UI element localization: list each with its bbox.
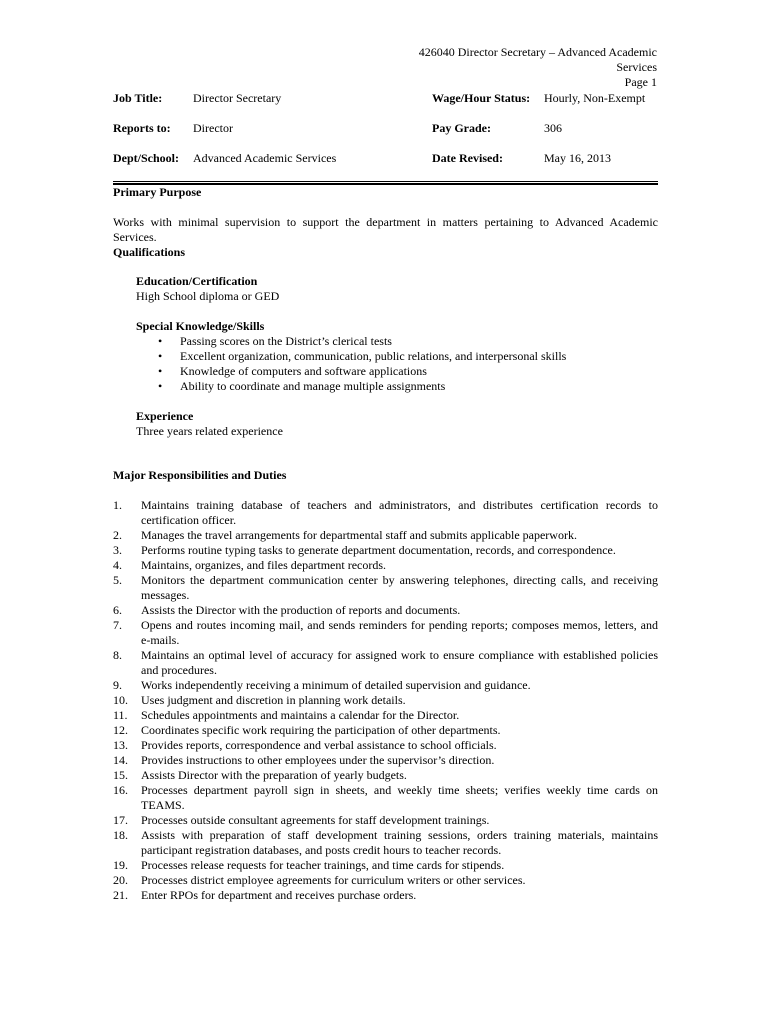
duty-number: 12. bbox=[113, 723, 128, 737]
page-number: Page 1 bbox=[624, 75, 657, 89]
wage-status-value: Hourly, Non-Exempt bbox=[544, 91, 646, 105]
duty-text: Maintains training database of teachers and administrators, and distributes certification records to certification officer. bbox=[141, 498, 658, 527]
list-item bbox=[113, 558, 658, 573]
skill-text: Excellent organization, communication, public relations, and interpersonal skills bbox=[180, 349, 567, 363]
duty-text: Uses judgment and discretion in planning work details. bbox=[141, 693, 406, 707]
primary-purpose-heading: Primary Purpose bbox=[113, 185, 202, 199]
duty-number: 1. bbox=[113, 498, 122, 512]
duty-number: 2. bbox=[113, 528, 122, 542]
bullet-icon: • bbox=[158, 364, 163, 378]
list-item bbox=[113, 768, 658, 783]
header-title: 426040 Director Secretary – Advanced Academic bbox=[418, 45, 657, 59]
list-item bbox=[113, 573, 658, 603]
bullet-icon: • bbox=[158, 379, 163, 393]
list-item bbox=[113, 543, 658, 558]
duty-number: 5. bbox=[113, 573, 122, 587]
duty-number: 3. bbox=[113, 543, 122, 557]
duty-text: Enter RPOs for department and receives purchase orders. bbox=[141, 888, 417, 902]
duty-text: Monitors the department communication center by answering telephones, directing calls, and receiving messages. bbox=[141, 573, 658, 602]
pay-grade-label: Pay Grade: bbox=[432, 121, 491, 135]
duty-number: 6. bbox=[113, 603, 122, 617]
job-title-label: Job Title: bbox=[113, 91, 163, 105]
list-item bbox=[158, 334, 658, 349]
duty-text: Works independently receiving a minimum of detailed supervision and guidance. bbox=[141, 678, 531, 692]
list-item bbox=[113, 618, 658, 648]
list-item bbox=[113, 723, 658, 738]
list-item bbox=[113, 738, 658, 753]
duty-number: 15. bbox=[113, 768, 128, 782]
list-item bbox=[113, 873, 658, 888]
skill-text: Knowledge of computers and software applications bbox=[180, 364, 427, 378]
duty-number: 19. bbox=[113, 858, 128, 872]
list-item bbox=[113, 648, 658, 678]
duty-number: 20. bbox=[113, 873, 128, 887]
list-item bbox=[113, 753, 658, 768]
page-header bbox=[357, 45, 657, 90]
duty-number: 13. bbox=[113, 738, 128, 752]
duty-text: Maintains an optimal level of accuracy for assigned work to ensure compliance with established policies and procedures. bbox=[141, 648, 658, 677]
duty-number: 8. bbox=[113, 648, 122, 662]
skills-section bbox=[113, 319, 658, 394]
date-revised-value: May 16, 2013 bbox=[544, 151, 611, 165]
duty-number: 17. bbox=[113, 813, 128, 827]
skills-heading: Special Knowledge/Skills bbox=[136, 319, 265, 333]
duty-text: Processes release requests for teacher trainings, and time cards for stipends. bbox=[141, 858, 505, 872]
duty-number: 9. bbox=[113, 678, 122, 692]
header-title-cont: Services bbox=[616, 60, 657, 74]
duty-text: Assists the Director with the production of reports and documents. bbox=[141, 603, 461, 617]
duty-text: Performs routine typing tasks to generate department documentation, records, and correspondence. bbox=[141, 543, 616, 557]
wage-status-label: Wage/Hour Status: bbox=[432, 91, 531, 105]
duty-number: 18. bbox=[113, 828, 128, 842]
list-item bbox=[113, 678, 658, 693]
list-item bbox=[113, 603, 658, 618]
bullet-icon: • bbox=[158, 334, 163, 348]
list-item bbox=[113, 813, 658, 828]
list-item bbox=[158, 349, 658, 364]
experience-heading: Experience bbox=[136, 409, 194, 423]
reports-to-value: Director bbox=[193, 121, 233, 135]
experience-text: Three years related experience bbox=[136, 424, 283, 438]
duty-number: 14. bbox=[113, 753, 128, 767]
duty-number: 16. bbox=[113, 783, 128, 797]
duty-number: 4. bbox=[113, 558, 122, 572]
list-item bbox=[158, 379, 658, 394]
duties-list bbox=[113, 498, 658, 903]
list-item bbox=[113, 708, 658, 723]
list-item bbox=[113, 888, 658, 903]
document-body bbox=[113, 184, 658, 903]
qualifications-heading: Qualifications bbox=[113, 245, 186, 259]
duty-number: 11. bbox=[113, 708, 128, 722]
duty-text: Provides instructions to other employees under the supervisor’s direction. bbox=[141, 753, 495, 767]
list-item bbox=[113, 693, 658, 708]
duty-text: Processes department payroll sign in sheets, and weekly time sheets; verifies weekly time cards on TEAMS. bbox=[141, 783, 658, 812]
pay-grade-value: 306 bbox=[544, 121, 562, 135]
duty-text: Opens and routes incoming mail, and sends reminders for pending reports; composes memos, letters, and e-mails. bbox=[141, 618, 658, 647]
list-item bbox=[113, 528, 658, 543]
dept-school-label: Dept/School: bbox=[113, 151, 179, 165]
list-item bbox=[158, 364, 658, 379]
duty-text: Maintains, organizes, and files department records. bbox=[141, 558, 387, 572]
duty-text: Processes district employee agreements for curriculum writers or other services. bbox=[141, 873, 526, 887]
duty-text: Processes outside consultant agreements for staff development trainings. bbox=[141, 813, 490, 827]
list-item bbox=[113, 858, 658, 873]
duty-text: Coordinates specific work requiring the participation of other departments. bbox=[141, 723, 501, 737]
job-title-value: Director Secretary bbox=[193, 91, 282, 105]
skill-text: Passing scores on the District’s clerical tests bbox=[180, 334, 392, 348]
list-item bbox=[113, 498, 658, 528]
duty-text: Provides reports, correspondence and verbal assistance to school officials. bbox=[141, 738, 497, 752]
duty-text: Schedules appointments and maintains a calendar for the Director. bbox=[141, 708, 460, 722]
duty-number: 21. bbox=[113, 888, 128, 902]
duty-text: Assists Director with the preparation of yearly budgets. bbox=[141, 768, 407, 782]
bullet-icon: • bbox=[158, 349, 163, 363]
duty-text: Assists with preparation of staff development training sessions, orders training materials, maintains participant registration databases, and posts credit hours to teacher records. bbox=[141, 828, 658, 857]
primary-purpose-text: Works with minimal supervision to support the department in matters pertaining to Advanced Academic Services. bbox=[113, 215, 658, 244]
experience-section bbox=[113, 409, 658, 439]
duty-number: 7. bbox=[113, 618, 122, 632]
education-text: High School diploma or GED bbox=[136, 289, 280, 303]
education-section bbox=[113, 274, 658, 304]
skills-list bbox=[136, 334, 658, 394]
date-revised-label: Date Revised: bbox=[432, 151, 503, 165]
duties-heading: Major Responsibilities and Duties bbox=[113, 468, 287, 482]
reports-to-label: Reports to: bbox=[113, 121, 171, 135]
list-item bbox=[113, 828, 658, 858]
dept-school-value: Advanced Academic Services bbox=[193, 151, 337, 165]
duty-number: 10. bbox=[113, 693, 128, 707]
education-heading: Education/Certification bbox=[136, 274, 258, 288]
duty-text: Manages the travel arrangements for departmental staff and submits applicable paperwork. bbox=[141, 528, 577, 542]
skill-text: Ability to coordinate and manage multiple assignments bbox=[180, 379, 446, 393]
list-item bbox=[113, 783, 658, 813]
